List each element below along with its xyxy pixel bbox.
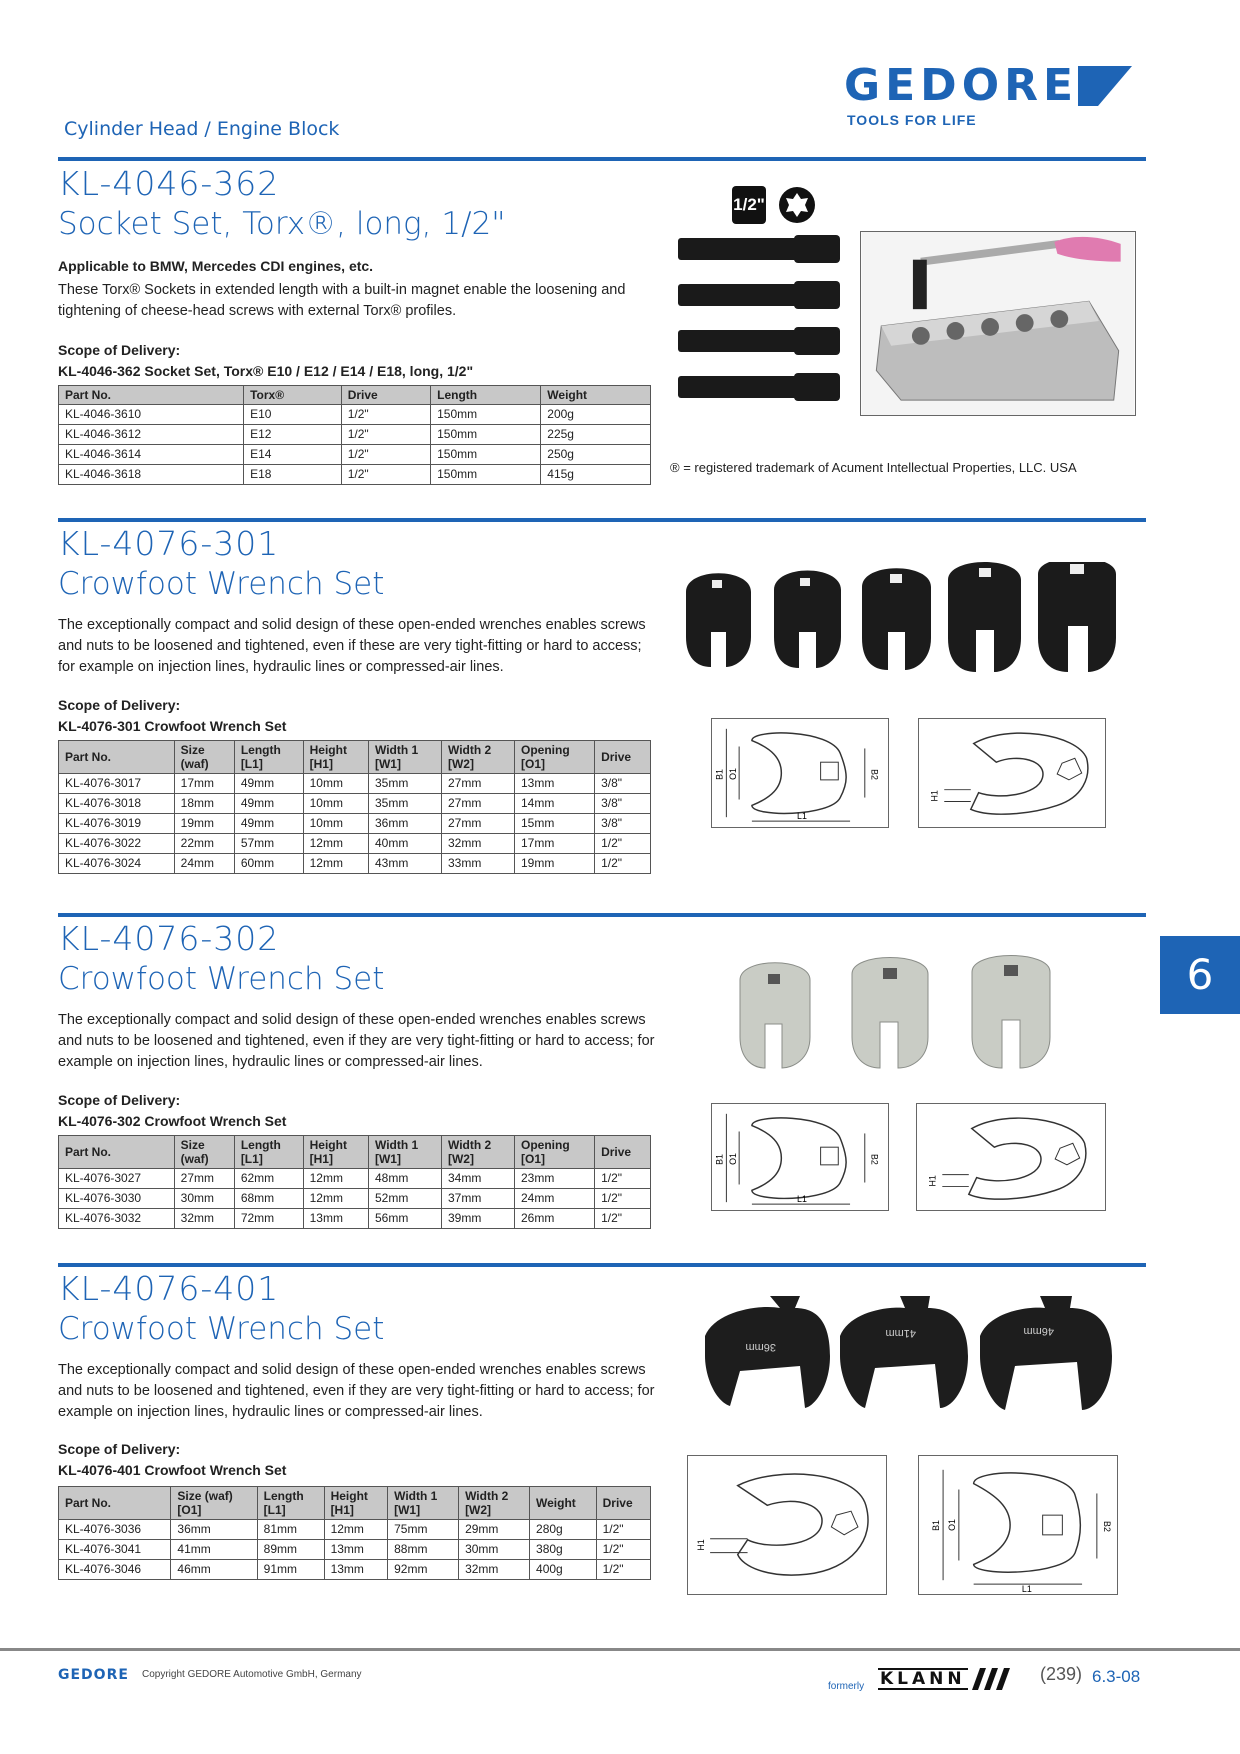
spec-table bbox=[58, 740, 651, 874]
column-header-text: [W1] bbox=[394, 1503, 421, 1517]
table-cell: 27mm bbox=[174, 1169, 234, 1189]
label-b1: B1 bbox=[931, 1520, 942, 1531]
table-cell: 1/2" bbox=[595, 1209, 651, 1229]
column-header bbox=[59, 1487, 171, 1520]
table-cell: 49mm bbox=[234, 814, 303, 834]
table-cell: 18mm bbox=[174, 794, 234, 814]
label-h1: H1 bbox=[929, 790, 940, 802]
column-header-text: Length bbox=[240, 743, 281, 757]
column-header bbox=[514, 1136, 594, 1169]
table-cell: 30mm bbox=[459, 1540, 530, 1560]
section-description: The exceptionally compact and solid design of these open-ended wrenches enables screws and nuts to be loosened and tightened, even if they are very tight-fitting or hard to access; for example on injection lines, hydraulic lines or compressed-air lines. bbox=[58, 1012, 655, 1070]
table-cell: 15mm bbox=[514, 814, 594, 834]
table-cell: KL-4076-3041 bbox=[59, 1540, 171, 1560]
table-cell: 3/8" bbox=[595, 794, 651, 814]
spec-table bbox=[58, 385, 651, 485]
scope-item: KL-4076-401 Crowfoot Wrench Set bbox=[58, 1462, 287, 1478]
wrench-marking-36: 36mm bbox=[745, 1341, 776, 1353]
table-cell: 250g bbox=[541, 445, 651, 465]
scope-label: Scope of Delivery: bbox=[58, 342, 181, 358]
column-header bbox=[514, 741, 594, 774]
table-cell: 150mm bbox=[431, 445, 541, 465]
table-cell: E12 bbox=[244, 425, 342, 445]
table-cell: 12mm bbox=[303, 834, 368, 854]
column-header-text: Height bbox=[309, 1138, 347, 1152]
column-header-text: Width 1 bbox=[394, 1489, 438, 1503]
section-divider bbox=[58, 913, 1146, 917]
label-b2: B2 bbox=[869, 1154, 880, 1165]
table-cell: 23mm bbox=[514, 1169, 594, 1189]
drive-size-icon: 1/2" bbox=[732, 186, 766, 224]
table-cell: 12mm bbox=[324, 1520, 388, 1540]
table-cell: 1/2" bbox=[341, 465, 430, 485]
table-cell: 200g bbox=[541, 405, 651, 425]
table-cell: KL-4076-3019 bbox=[59, 814, 175, 834]
section-title: Crowfoot Wrench Set bbox=[58, 1311, 385, 1347]
table-cell: 150mm bbox=[431, 405, 541, 425]
table-cell: 43mm bbox=[368, 854, 441, 874]
section-divider bbox=[58, 518, 1146, 522]
table-cell: 41mm bbox=[171, 1540, 257, 1560]
table-cell: KL-4046-3612 bbox=[59, 425, 244, 445]
page-number: (239) bbox=[1040, 1664, 1083, 1684]
table-cell: 1/2" bbox=[341, 425, 430, 445]
column-header-text: [O1] bbox=[520, 1152, 545, 1166]
section-description: The exceptionally compact and solid design of these open-ended wrenches enables screws and nuts to be loosened and tightened, even if these are very tight-fitting or hard to access; for example on injection lines, hydraulic lines or compressed-air lines. bbox=[58, 617, 646, 675]
table-cell: 30mm bbox=[174, 1189, 234, 1209]
table-cell: 17mm bbox=[174, 774, 234, 794]
table-cell: 150mm bbox=[431, 465, 541, 485]
table-cell: KL-4076-3036 bbox=[59, 1520, 171, 1540]
column-header-text: [L1] bbox=[240, 757, 263, 771]
column-header-text: [O1] bbox=[177, 1503, 202, 1517]
table-cell: KL-4076-3018 bbox=[59, 794, 175, 814]
table-cell: 1/2" bbox=[596, 1560, 650, 1580]
column-header-text: Width 2 bbox=[465, 1489, 509, 1503]
table-cell: 380g bbox=[530, 1540, 597, 1560]
table-cell: 225g bbox=[541, 425, 651, 445]
table-cell: 3/8" bbox=[595, 774, 651, 794]
table-cell: 26mm bbox=[514, 1209, 594, 1229]
column-header-text: Size bbox=[180, 1138, 205, 1152]
label-l1: L1 bbox=[797, 1194, 807, 1205]
label-h1: H1 bbox=[696, 1539, 707, 1551]
table-cell: 81mm bbox=[257, 1520, 324, 1540]
table-row bbox=[59, 1189, 651, 1209]
table-cell: 36mm bbox=[171, 1520, 257, 1540]
table-cell: 13mm bbox=[324, 1540, 388, 1560]
table-cell: 10mm bbox=[303, 794, 368, 814]
section-title: Socket Set, Torx®, long, 1/2" bbox=[58, 206, 506, 242]
column-header bbox=[303, 1136, 368, 1169]
table-cell: 29mm bbox=[459, 1520, 530, 1540]
column-header bbox=[257, 1487, 324, 1520]
column-header-text: [L1] bbox=[263, 1503, 286, 1517]
table-cell: 49mm bbox=[234, 774, 303, 794]
table-header-row bbox=[59, 741, 651, 774]
table-cell: 72mm bbox=[234, 1209, 303, 1229]
column-header bbox=[368, 1136, 441, 1169]
crowfoot-set-black-photo bbox=[676, 562, 1126, 672]
column-header-text: Length bbox=[263, 1489, 304, 1503]
table-cell: 75mm bbox=[388, 1520, 459, 1540]
table-cell: 12mm bbox=[303, 854, 368, 874]
section-divider bbox=[58, 1263, 1146, 1267]
table-cell: KL-4046-3610 bbox=[59, 405, 244, 425]
section-title: Crowfoot Wrench Set bbox=[58, 566, 385, 602]
table-cell: 1/2" bbox=[595, 1189, 651, 1209]
logo-word: GEDORE bbox=[844, 60, 1079, 111]
table-cell: 3/8" bbox=[595, 814, 651, 834]
column-header bbox=[234, 1136, 303, 1169]
chapter-tab: 6 bbox=[1160, 936, 1240, 1014]
copyright: Copyright GEDORE Automotive GmbH, Germany bbox=[142, 1669, 362, 1680]
table-cell: 1/2" bbox=[596, 1540, 650, 1560]
label-b1: B1 bbox=[714, 1154, 725, 1165]
label-b2: B2 bbox=[1101, 1521, 1112, 1532]
column-header-text: [L1] bbox=[240, 1152, 263, 1166]
table-cell: 1/2" bbox=[595, 854, 651, 874]
column-header-text: Length bbox=[437, 388, 478, 402]
section-code: KL-4046-362 bbox=[58, 164, 280, 203]
gedore-logo bbox=[844, 62, 1144, 128]
column-header-text: [W2] bbox=[447, 757, 474, 771]
table-header-row bbox=[59, 1487, 651, 1520]
table-cell: 48mm bbox=[368, 1169, 441, 1189]
crowfoot-dimension-diagram-front bbox=[711, 1103, 889, 1211]
torx-sockets-image bbox=[676, 232, 846, 402]
table-cell: KL-4076-3032 bbox=[59, 1209, 175, 1229]
column-header-text: Opening bbox=[520, 743, 570, 757]
section-title: Crowfoot Wrench Set bbox=[58, 961, 385, 997]
crowfoot-set-large-black-photo bbox=[700, 1296, 1120, 1416]
footer-divider bbox=[0, 1648, 1240, 1651]
column-header bbox=[459, 1487, 530, 1520]
column-header bbox=[324, 1487, 388, 1520]
table-cell: 88mm bbox=[388, 1540, 459, 1560]
table-cell: KL-4046-3618 bbox=[59, 465, 244, 485]
label-l1: L1 bbox=[797, 811, 807, 822]
table-cell: 35mm bbox=[368, 774, 441, 794]
column-header-text: [H1] bbox=[330, 1503, 354, 1517]
wrench-marking-46: 46mm bbox=[1023, 1325, 1054, 1337]
table-row bbox=[59, 814, 651, 834]
scope-item: KL-4076-301 Crowfoot Wrench Set bbox=[58, 718, 287, 734]
trademark-note: ® = registered trademark of Acument Intellectual Properties, LLC. USA bbox=[670, 460, 1077, 475]
scope-label: Scope of Delivery: bbox=[58, 697, 181, 713]
table-cell: 24mm bbox=[174, 854, 234, 874]
table-cell: 400g bbox=[530, 1560, 597, 1580]
scope-label: Scope of Delivery: bbox=[58, 1092, 181, 1108]
table-row bbox=[59, 834, 651, 854]
column-header bbox=[59, 1136, 175, 1169]
table-row bbox=[59, 854, 651, 874]
table-cell: 91mm bbox=[257, 1560, 324, 1580]
table-cell: 1/2" bbox=[341, 405, 430, 425]
section-description: These Torx® Sockets in extended length with a built-in magnet enable the loosening and tightening of cheese-head screws with external Torx® profiles. bbox=[58, 282, 626, 319]
table-cell: 13mm bbox=[303, 1209, 368, 1229]
scope-label: Scope of Delivery: bbox=[58, 1441, 181, 1457]
column-header bbox=[368, 741, 441, 774]
table-cell: 68mm bbox=[234, 1189, 303, 1209]
column-header-text: Width 2 bbox=[447, 1138, 492, 1152]
crowfoot-large-diagram-side bbox=[687, 1455, 887, 1595]
table-cell: KL-4076-3030 bbox=[59, 1189, 175, 1209]
column-header bbox=[244, 386, 342, 405]
section-divider bbox=[58, 157, 1146, 161]
table-cell: 32mm bbox=[459, 1560, 530, 1580]
logo-tagline: TOOLS FOR LIFE bbox=[847, 112, 977, 128]
label-o1: O1 bbox=[728, 1153, 739, 1165]
column-header-text: Weight bbox=[536, 1496, 576, 1510]
table-cell: 35mm bbox=[368, 794, 441, 814]
label-h1: H1 bbox=[927, 1175, 938, 1187]
label-o1: O1 bbox=[728, 768, 739, 780]
table-row bbox=[59, 405, 651, 425]
column-header bbox=[234, 741, 303, 774]
column-header-text: Drive bbox=[601, 1145, 632, 1159]
table-cell: 12mm bbox=[303, 1169, 368, 1189]
table-row bbox=[59, 774, 651, 794]
table-cell: 34mm bbox=[441, 1169, 514, 1189]
column-header-text: Height bbox=[309, 743, 347, 757]
spec-table bbox=[58, 1486, 651, 1580]
table-cell: 40mm bbox=[368, 834, 441, 854]
column-header-text: Part No. bbox=[65, 388, 112, 402]
column-header-text: Height bbox=[330, 1489, 368, 1503]
table-header-row bbox=[59, 1136, 651, 1169]
scope-of-delivery bbox=[58, 340, 473, 382]
column-header bbox=[171, 1487, 257, 1520]
column-header-text: Drive bbox=[347, 388, 378, 402]
table-cell: 56mm bbox=[368, 1209, 441, 1229]
table-cell: 89mm bbox=[257, 1540, 324, 1560]
column-header-text: Opening bbox=[520, 1138, 570, 1152]
table-cell: 415g bbox=[541, 465, 651, 485]
table-cell: 14mm bbox=[514, 794, 594, 814]
table-cell: 280g bbox=[530, 1520, 597, 1540]
column-header-text: (waf) bbox=[180, 1152, 209, 1166]
table-cell: 37mm bbox=[441, 1189, 514, 1209]
table-cell: 27mm bbox=[441, 814, 514, 834]
section-description: The exceptionally compact and solid design of these open-ended wrenches enables screws and nuts to be loosened and tightened, even if they are very tight-fitting or hard to access; for example on injection lines, hydraulic lines or compressed-air lines. bbox=[58, 1362, 655, 1420]
scope-of-delivery bbox=[58, 1090, 286, 1132]
scope-of-delivery bbox=[58, 1439, 286, 1481]
table-cell: 10mm bbox=[303, 774, 368, 794]
table-cell: E14 bbox=[244, 445, 342, 465]
crowfoot-dimension-diagram-front bbox=[711, 718, 889, 828]
table-cell: KL-4076-3046 bbox=[59, 1560, 171, 1580]
column-header-text: Size (waf) bbox=[177, 1489, 233, 1503]
column-header bbox=[59, 741, 175, 774]
table-cell: 27mm bbox=[441, 794, 514, 814]
column-header-text: [W2] bbox=[465, 1503, 492, 1517]
table-cell: 27mm bbox=[441, 774, 514, 794]
table-cell: 32mm bbox=[174, 1209, 234, 1229]
column-header-text: Part No. bbox=[65, 1496, 112, 1510]
column-header bbox=[431, 386, 541, 405]
column-header bbox=[595, 1136, 651, 1169]
column-header bbox=[174, 741, 234, 774]
footer-gedore-logo: GEDORE bbox=[58, 1667, 129, 1683]
table-cell: 12mm bbox=[303, 1189, 368, 1209]
table-cell: 1/2" bbox=[596, 1520, 650, 1540]
klann-logo: KLANN bbox=[880, 1669, 966, 1689]
table-cell: 39mm bbox=[441, 1209, 514, 1229]
scope-of-delivery bbox=[58, 695, 286, 737]
column-header bbox=[441, 741, 514, 774]
label-o1: O1 bbox=[946, 1519, 957, 1531]
wrench-marking-41: 41mm bbox=[885, 1327, 916, 1339]
table-cell: 46mm bbox=[171, 1560, 257, 1580]
table-row bbox=[59, 794, 651, 814]
table-cell: E18 bbox=[244, 465, 342, 485]
table-header-row bbox=[59, 386, 651, 405]
table-cell: 1/2" bbox=[341, 445, 430, 465]
table-cell: 13mm bbox=[514, 774, 594, 794]
table-cell: 60mm bbox=[234, 854, 303, 874]
table-cell: KL-4046-3614 bbox=[59, 445, 244, 465]
table-cell: 49mm bbox=[234, 794, 303, 814]
column-header-text: [W1] bbox=[374, 1152, 401, 1166]
column-header-text: Torx® bbox=[250, 388, 285, 402]
table-cell: 52mm bbox=[368, 1189, 441, 1209]
column-header bbox=[174, 1136, 234, 1169]
column-header bbox=[441, 1136, 514, 1169]
category-title: Cylinder Head / Engine Block bbox=[64, 118, 340, 140]
table-row bbox=[59, 465, 651, 485]
table-row bbox=[59, 445, 651, 465]
column-header-text: Width 1 bbox=[374, 1138, 419, 1152]
column-header bbox=[596, 1487, 650, 1520]
table-cell: 17mm bbox=[514, 834, 594, 854]
table-row bbox=[59, 1540, 651, 1560]
column-header bbox=[595, 741, 651, 774]
engine-head-photo bbox=[860, 231, 1136, 416]
table-cell: KL-4076-3027 bbox=[59, 1169, 175, 1189]
table-cell: 57mm bbox=[234, 834, 303, 854]
table-row bbox=[59, 1209, 651, 1229]
column-header-text: Drive bbox=[602, 1496, 633, 1510]
table-cell: 10mm bbox=[303, 814, 368, 834]
crowfoot-set-chrome-photo bbox=[720, 952, 1060, 1070]
label-b2: B2 bbox=[869, 769, 880, 780]
table-cell: 22mm bbox=[174, 834, 234, 854]
column-header-text: [W1] bbox=[374, 757, 401, 771]
column-header-text: Length bbox=[240, 1138, 281, 1152]
scope-item: KL-4076-302 Crowfoot Wrench Set bbox=[58, 1113, 287, 1129]
column-header bbox=[341, 386, 430, 405]
table-cell: 32mm bbox=[441, 834, 514, 854]
column-header-text: Width 1 bbox=[374, 743, 419, 757]
section-code: KL-4076-302 bbox=[58, 919, 280, 958]
column-header-text: Part No. bbox=[65, 1145, 112, 1159]
table-cell: KL-4076-3024 bbox=[59, 854, 175, 874]
table-row bbox=[59, 1560, 651, 1580]
label-l1: L1 bbox=[1021, 1584, 1032, 1595]
table-cell: 150mm bbox=[431, 425, 541, 445]
table-cell: 1/2" bbox=[595, 1169, 651, 1189]
table-row bbox=[59, 425, 651, 445]
column-header-text: Width 2 bbox=[447, 743, 492, 757]
table-cell: 62mm bbox=[234, 1169, 303, 1189]
table-cell: E10 bbox=[244, 405, 342, 425]
torx-profile-icon bbox=[778, 186, 816, 224]
page-reference: 6.3-08 bbox=[1092, 1667, 1141, 1686]
section-code: KL-4076-401 bbox=[58, 1269, 280, 1308]
table-cell: 19mm bbox=[174, 814, 234, 834]
column-header bbox=[541, 386, 651, 405]
table-row bbox=[59, 1520, 651, 1540]
logo-arrow-icon bbox=[1078, 66, 1132, 106]
table-cell: KL-4076-3017 bbox=[59, 774, 175, 794]
section-code: KL-4076-301 bbox=[58, 524, 280, 563]
label-b1: B1 bbox=[714, 769, 725, 780]
column-header-text: [O1] bbox=[520, 757, 545, 771]
scope-item: KL-4046-362 Socket Set, Torx® E10 / E12 / E14 / E18, long, 1/2" bbox=[58, 363, 474, 379]
crowfoot-large-diagram-front bbox=[918, 1455, 1118, 1595]
table-cell: 19mm bbox=[514, 854, 594, 874]
column-header-text: [H1] bbox=[309, 1152, 333, 1166]
spec-table bbox=[58, 1135, 651, 1229]
crowfoot-dimension-diagram-side bbox=[916, 1103, 1106, 1211]
formerly-label: formerly bbox=[828, 1681, 865, 1692]
column-header bbox=[388, 1487, 459, 1520]
section-lead: Applicable to BMW, Mercedes CDI engines, etc. bbox=[58, 258, 374, 274]
crowfoot-dimension-diagram-side bbox=[918, 718, 1106, 828]
column-header-text: Part No. bbox=[65, 750, 112, 764]
column-header-text: Weight bbox=[547, 388, 588, 402]
column-header bbox=[303, 741, 368, 774]
table-row bbox=[59, 1169, 651, 1189]
table-cell: 92mm bbox=[388, 1560, 459, 1580]
column-header-text: Drive bbox=[601, 750, 632, 764]
column-header-text: [H1] bbox=[309, 757, 333, 771]
column-header-text: Size bbox=[180, 743, 205, 757]
column-header-text: (waf) bbox=[180, 757, 209, 771]
table-cell: 13mm bbox=[324, 1560, 388, 1580]
column-header-text: [W2] bbox=[447, 1152, 474, 1166]
table-cell: 24mm bbox=[514, 1189, 594, 1209]
table-cell: 1/2" bbox=[595, 834, 651, 854]
column-header bbox=[530, 1487, 597, 1520]
column-header bbox=[59, 386, 244, 405]
klann-stripes-icon bbox=[972, 1668, 1010, 1690]
table-cell: 33mm bbox=[441, 854, 514, 874]
table-cell: KL-4076-3022 bbox=[59, 834, 175, 854]
table-cell: 36mm bbox=[368, 814, 441, 834]
